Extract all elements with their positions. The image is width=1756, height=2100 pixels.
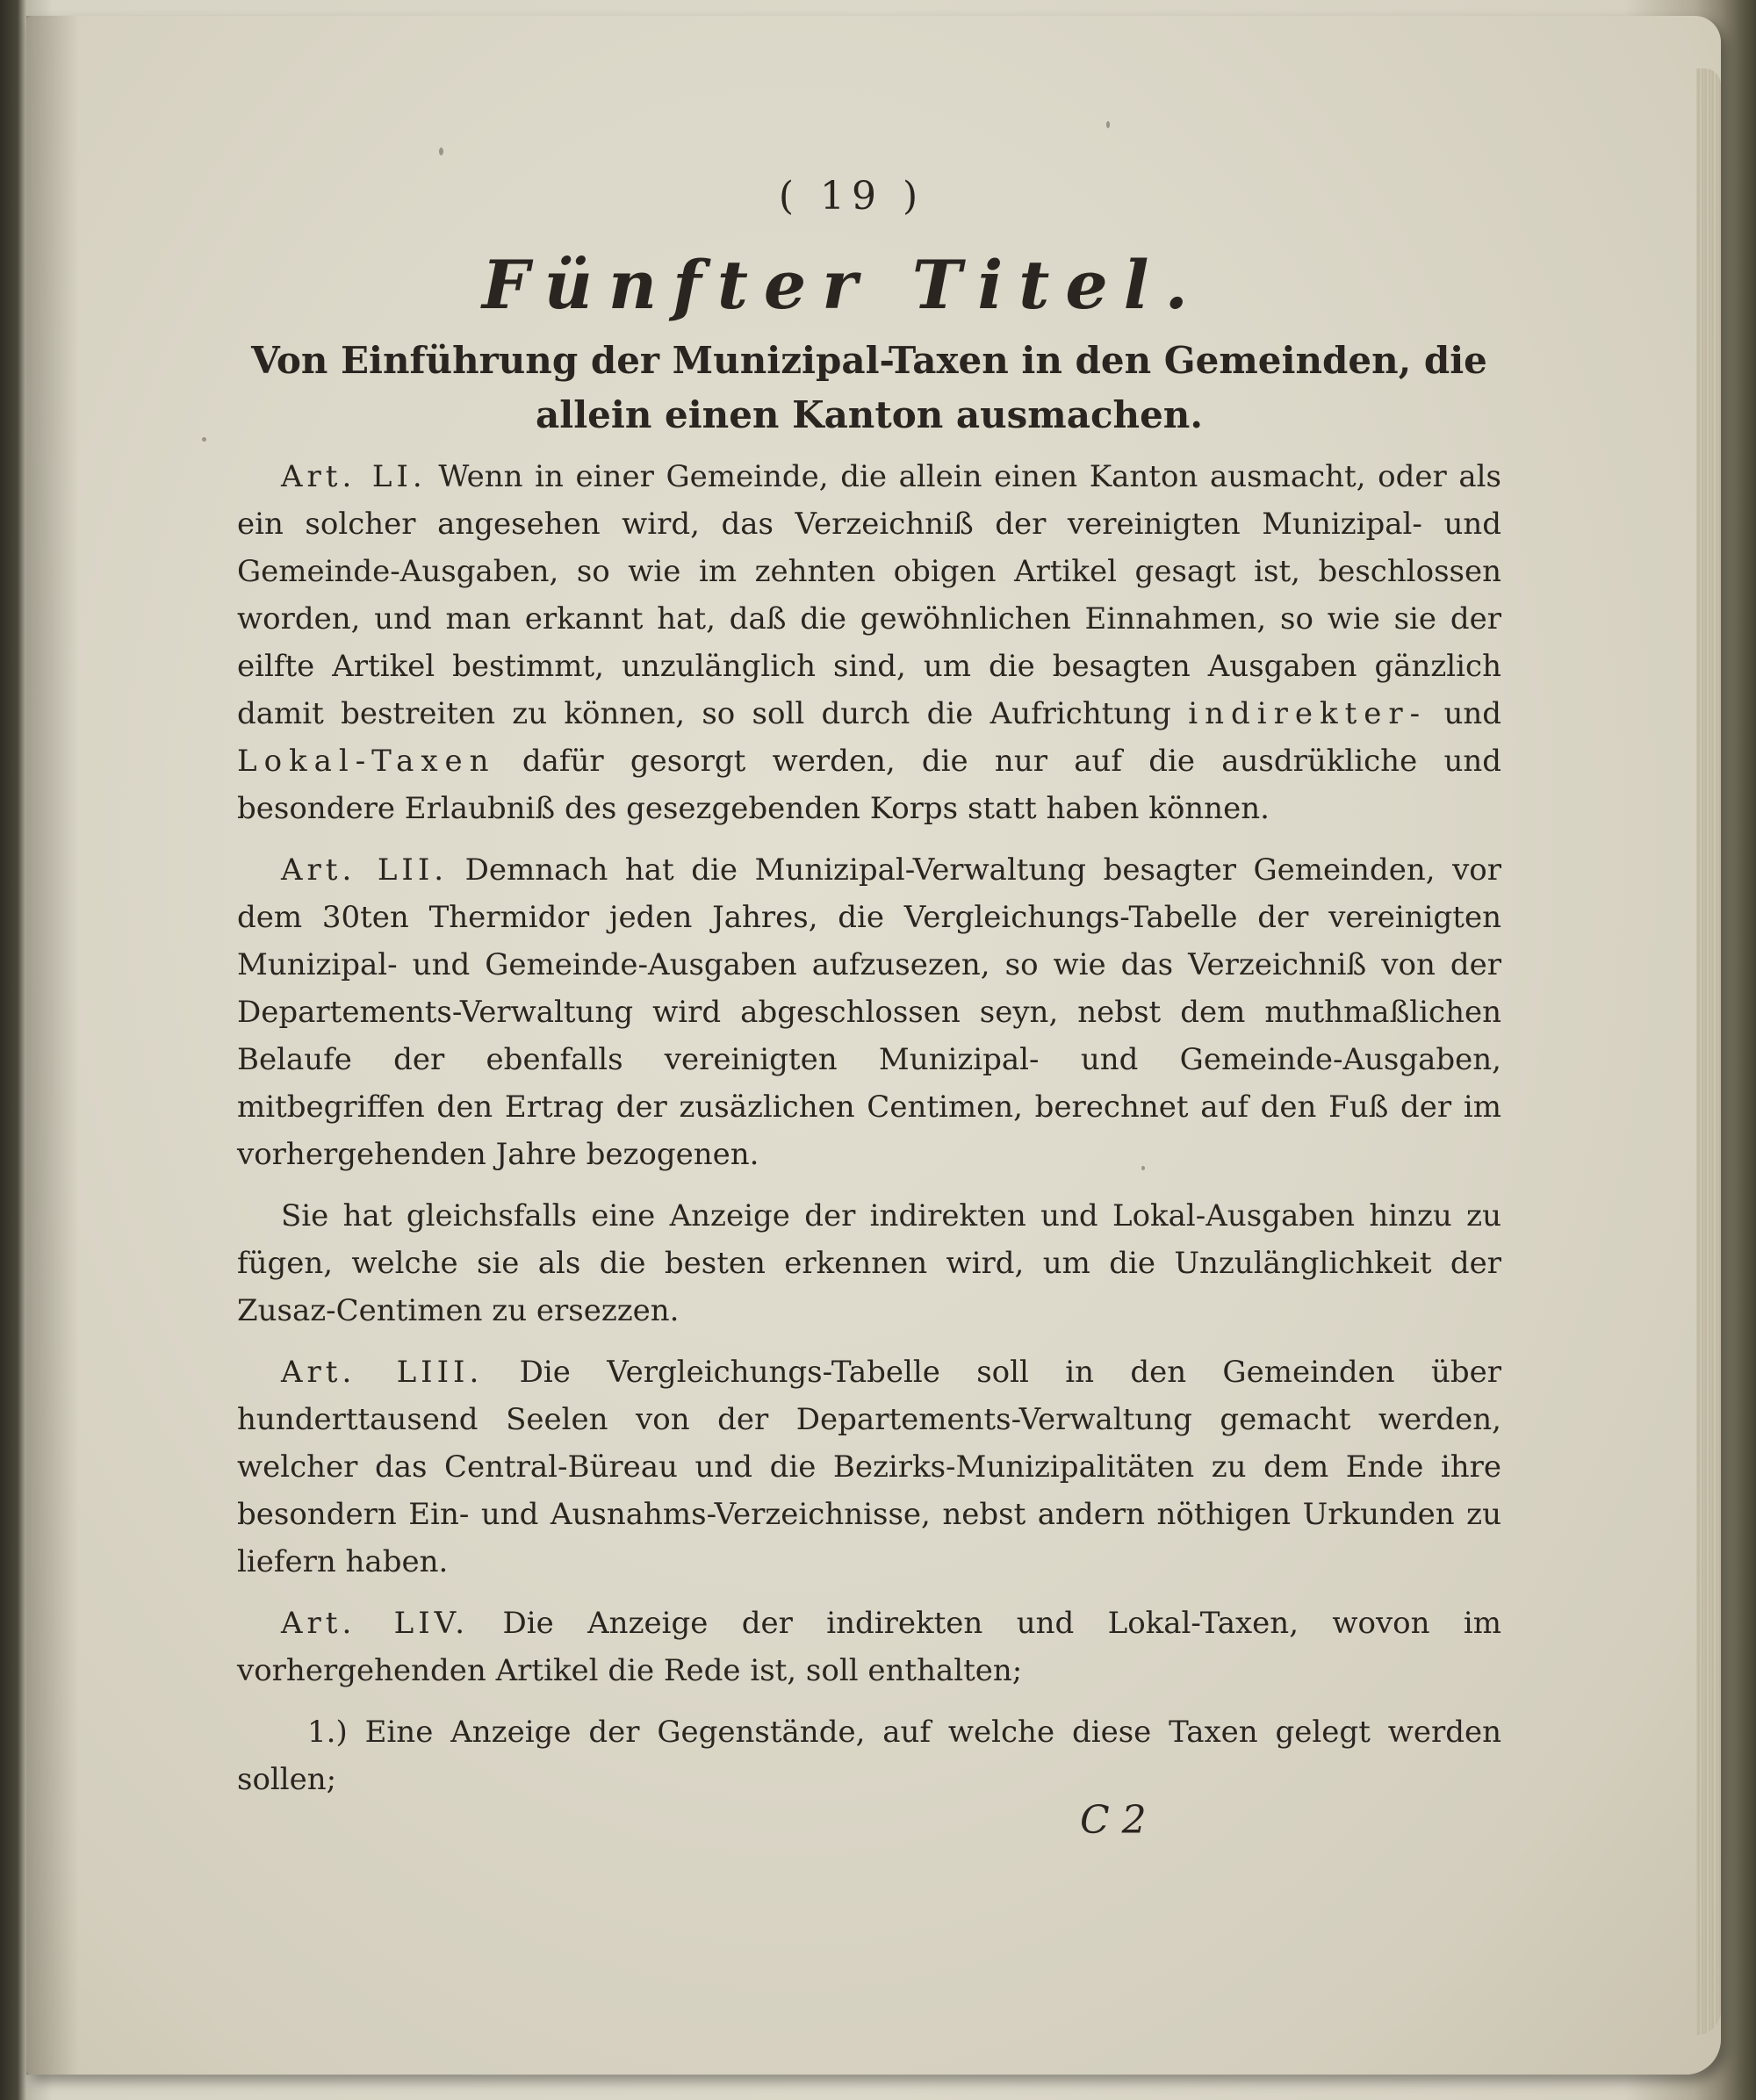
section-subtitle: Von Einführung der Munizipal-Taxen in den Gemeinden, die allein einen Kanton ausmachen.	[251, 339, 1487, 436]
article-label: Art. LI.	[281, 459, 427, 494]
article-text: dafür gesorgt werden, die nur auf die ausdrükliche und besondere Erlaubniß des gesezgebenden Korps statt haben können.	[237, 744, 1502, 826]
article-52	[237, 846, 1501, 1178]
article-label: Art. LIV.	[281, 1606, 470, 1641]
article-label: Art. LIII.	[281, 1355, 484, 1390]
article-text: Die Anzeige der indirekten und Lokal-Taxen, wovon im vorhergehenden Artikel die Rede ist, soll enthalten;	[237, 1606, 1502, 1688]
spine-shadow	[26, 16, 79, 2075]
page-title: Fünfter Titel.	[482, 246, 1204, 324]
signature-mark: C 2	[1080, 1798, 1147, 1843]
article-text: Sie hat gleichsfalls eine Anzeige der indirekten und Lokal-Ausgaben hinzu zu fügen, welche sie als die besten erkennen wird, um die Unzulänglichkeit der Zusaz-Centimen zu ersezzen.	[237, 1198, 1501, 1328]
article-text: Demnach hat die Munizipal-Verwaltung besagter Gemeinden, vor dem 30ten Thermidor jeden Jahres, die Vergleichungs-Tabelle der vereinigten Munizipal- und Gemeinde-Ausgaben aufzusezen, so wie das Verzeichniß von der Departements-Verwaltung wird abgeschlossen seyn, nebst dem muthmaßlichen Belaufe der ebenfalls vereinigten Munizipal- und Gemeinde-Ausgaben, mitbegriffen den Ertrag der zusäzlichen Centimen, berechnet auf den Fuß der im vorhergehenden Jahre bezogenen.	[237, 852, 1501, 1172]
paper-speck	[1106, 121, 1110, 128]
article-spaced-text: indirekter-	[1188, 696, 1428, 731]
page-edge	[1696, 68, 1721, 2035]
paper-speck	[202, 437, 206, 442]
article-label: Art. LII.	[281, 852, 449, 888]
item-number: 1.)	[307, 1715, 348, 1750]
article-51	[237, 453, 1501, 832]
article-text: Die Vergleichungs-Tabelle soll in den Gemeinden über hunderttausend Seelen von der Departements-Verwaltung gemacht werden, welcher das Central-Büreau und die Bezirks-Munizipalitäten zu dem Ende ihre besondern Ein- und Ausnahms-Verzeichnisse, nebst andern nöthigen Urkunden zu liefern haben.	[237, 1355, 1501, 1579]
article-text: und	[1443, 696, 1501, 731]
item-text: Eine Anzeige der Gegenstände, auf welche diese Taxen gelegt werden sollen;	[237, 1715, 1501, 1797]
article-spaced-text: Lokal-Taxen	[237, 744, 496, 779]
article-54	[237, 1600, 1501, 1694]
article-53	[237, 1348, 1501, 1586]
paper-speck	[439, 147, 443, 155]
article-52-continuation	[237, 1192, 1501, 1334]
article-54-item-1	[237, 1708, 1501, 1803]
page-number: ( 19 )	[778, 174, 925, 219]
article-text: Wenn in einer Gemeinde, die allein einen Kanton ausmacht, oder als ein solcher angesehen wird, das Verzeichniß der vereinigten Munizipal- und Gemeinde-Ausgaben, so wie im zehnten obigen Artikel gesagt ist, beschlossen worden, und man erkannt hat, daß die gewöhnlichen Einnahmen, so wie sie der eilfte Artikel bestimmt, unzulänglich sind, um die besagten Ausgaben gänzlich damit bestreiten zu können, so soll durch die Aufrichtung	[237, 459, 1502, 731]
book-page	[26, 16, 1721, 2075]
body-text	[237, 453, 1501, 1817]
